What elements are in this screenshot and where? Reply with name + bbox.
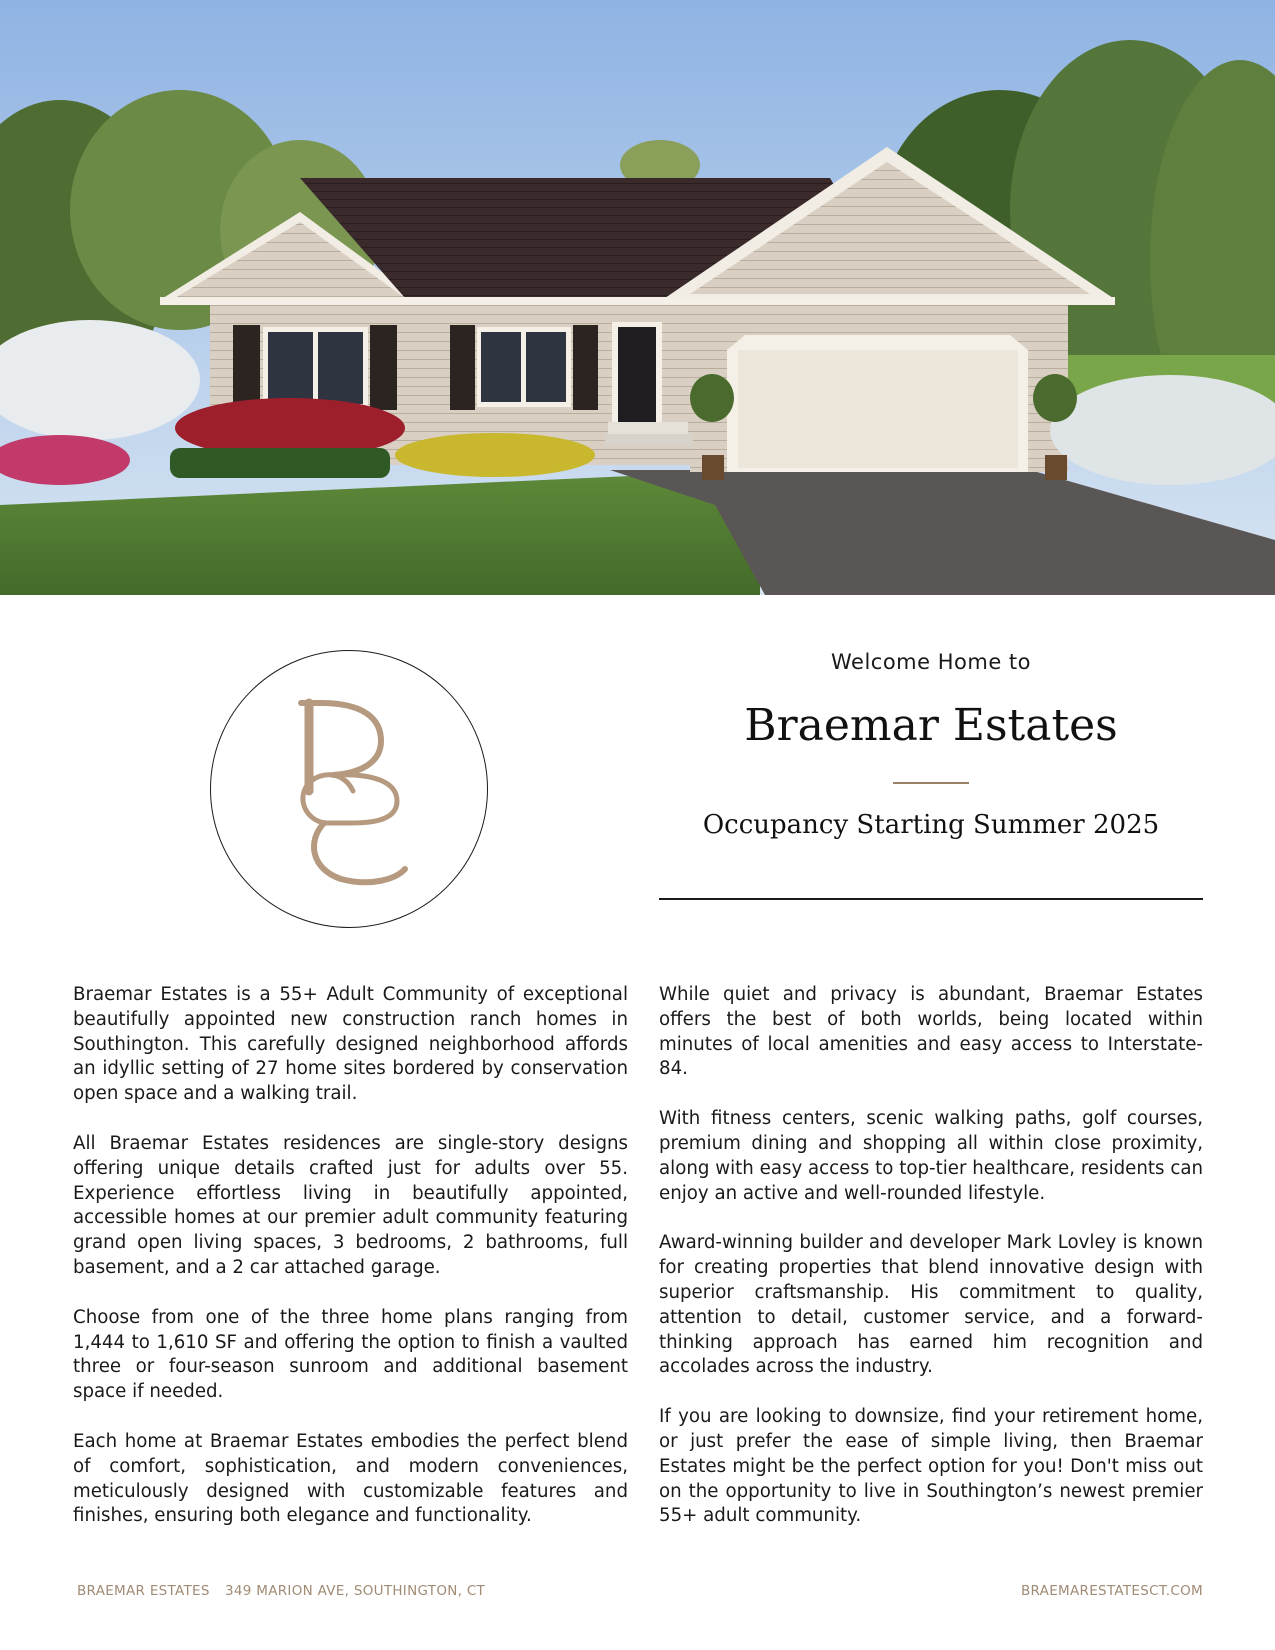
paragraph: If you are looking to downsize, find your retirement home, or just prefer the ease of simple living, then Braemar Estates might be the perfect option for you! Don't miss out on the opportunity to live in Southington’s newest premier 55+ adult community. xyxy=(659,1406,1203,1527)
braemar-estates-logo xyxy=(210,650,488,928)
footer-website-link[interactable]: BRAEMARESTATESCT.COM xyxy=(1020,1583,1203,1599)
footer-address: 349 MARION AVE, SOUTHINGTON, CT xyxy=(225,1583,486,1599)
title-divider xyxy=(893,782,969,784)
hero-house-image xyxy=(0,0,1275,595)
paragraph: Choose from one of the three home plans ranging from 1,444 to 1,610 SF and offering the option to finish a vaulted three or four-season sunroom and additional basement space if needed. xyxy=(73,1306,628,1403)
body-left-column xyxy=(73,983,628,1554)
section-divider xyxy=(659,898,1203,900)
body-right-column xyxy=(659,983,1203,1554)
paragraph: Braemar Estates is a 55+ Adult Community of exceptional beautifully appointed new construction ranch homes in Southington. This carefully designed neighborhood affords an idyllic setting of 27 home sites bordered by conservation open space and a walking trail. xyxy=(73,984,628,1105)
paragraph: Award-winning builder and developer Mark Lovley is known for creating properties that blend innovative design with superior craftsmanship. His commitment to quality, attention to detail, customer service, and a forward-thinking approach has earned him recognition and accolades across the industry. xyxy=(659,1232,1203,1378)
occupancy-subtitle: Occupancy Starting Summer 2025 xyxy=(702,810,1160,840)
paragraph: Each home at Braemar Estates embodies the perfect blend of comfort, sophistication, and modern conveniences, meticulously designed with customizable features and finishes, ensuring both elegance and functionality. xyxy=(73,1430,628,1527)
footer-name: BRAEMAR ESTATES xyxy=(77,1583,210,1599)
paragraph: With fitness centers, scenic walking paths, golf courses, premium dining and shopping all within close proximity, along with easy access to top-tier healthcare, residents can enjoy an active and well-rounded lifestyle. xyxy=(659,1108,1203,1204)
paragraph: While quiet and privacy is abundant, Braemar Estates offers the best of both worlds, being located within minutes of local amenities and easy access to Interstate-84. xyxy=(659,984,1203,1080)
paragraph: All Braemar Estates residences are single-story designs offering unique details crafted just for adults over 55. Experience effortless living in beautifully appointed, accessible homes at our premier adult community featuring grand open living spaces, 3 bedrooms, 2 bathrooms, full basement, and a 2 car attached garage. xyxy=(73,1132,628,1278)
welcome-text: Welcome Home to xyxy=(830,650,1031,674)
page-title: Braemar Estates xyxy=(744,700,1118,751)
